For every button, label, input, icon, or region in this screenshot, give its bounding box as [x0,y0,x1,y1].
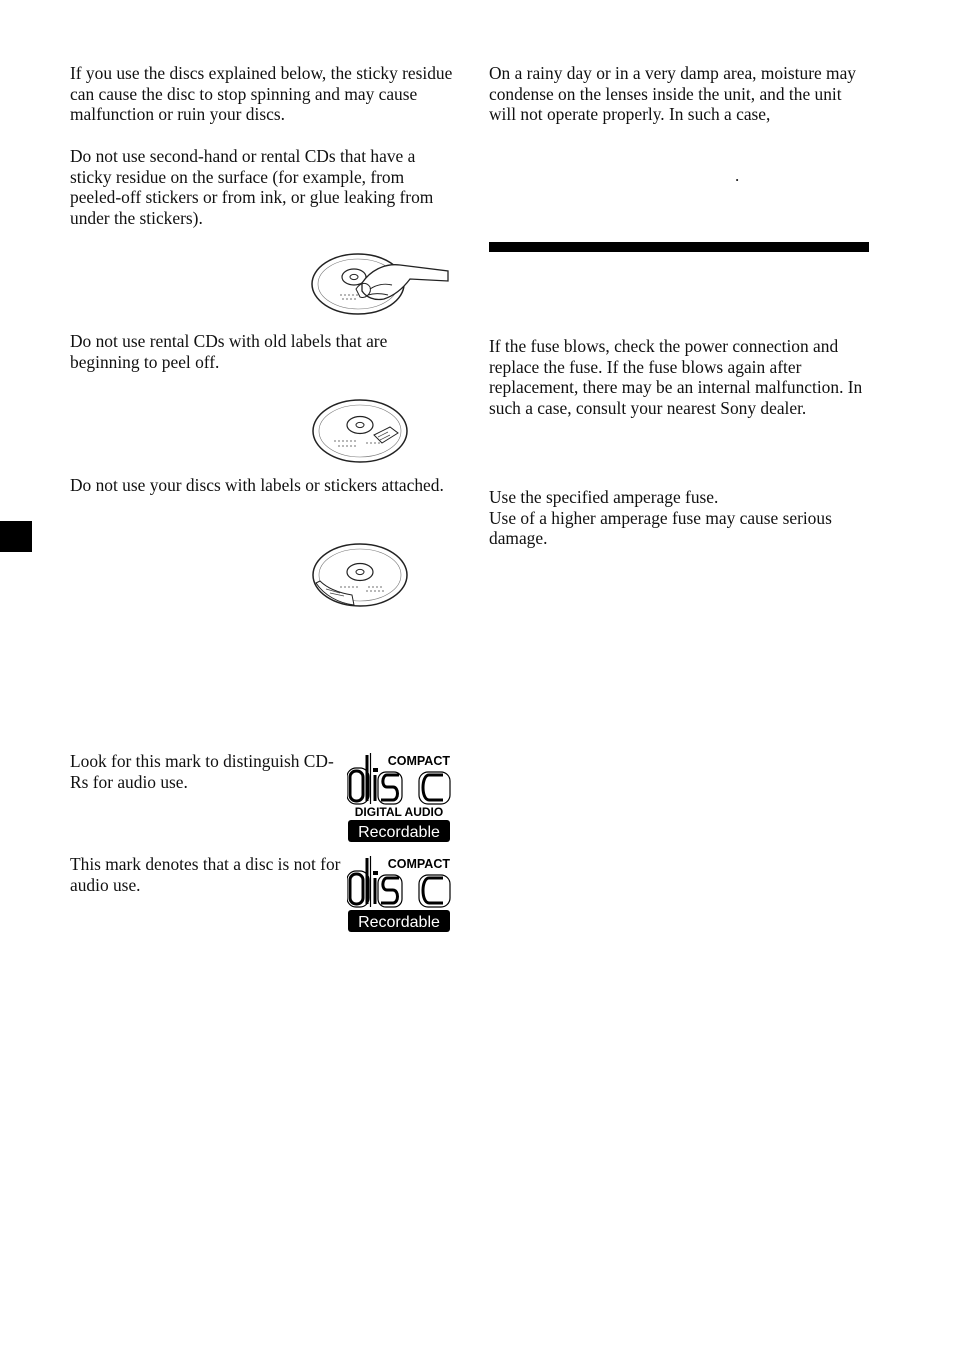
fuse-blow-paragraph: If the fuse blows, check the power connection and replace the fuse. If the fuse blows again after replacement, there may be an internal malfunction. In such a case, consult your nearest Sony dealer. [489,336,863,418]
logo-recordable-text: Recordable [358,824,440,841]
cdr-audio-note: Look for this mark to distinguish CD-Rs for audio use. [70,751,334,792]
stickers-attached-warning: Do not use your discs with labels or stickers attached. [70,475,444,495]
fuse-amperage-paragraph: Use the specified amperage fuse. Use of a higher amperage fuse may cause serious damage. [489,487,832,548]
disc-with-sticker-illustration [310,543,410,609]
logo-digital-audio-text: DIGITAL AUDIO [354,805,444,819]
disc-peeling-label-illustration [310,399,410,465]
logo-compact-text: COMPACT [387,754,450,768]
moisture-paragraph-end: . [735,166,740,185]
cdr-nonaudio-note: This mark denotes that a disc is not for audio use. [70,854,341,895]
moisture-paragraph: On a rainy day or in a very damp area, moisture may condense on the lenses inside the unit, and the unit will not operate properly. In such a case, [489,63,857,124]
old-labels-warning: Do not use rental CDs with old labels that are beginning to peel off. [70,331,388,372]
section-divider [489,242,869,252]
secondhand-cd-warning: Do not use second-hand or rental CDs that have a sticky residue on the surface (for example, from peeled-off stickers or from ink, or glue leaking from under the stickers). [70,146,434,228]
page-edge-tab [0,521,32,552]
intro-paragraph: If you use the discs explained below, the sticky residue can cause the disc to stop spinning and may cause malfunction or ruin your discs. [70,63,453,124]
logo-recordable-text-2: Recordable [358,914,440,931]
logo-compact-text-2: COMPACT [387,857,450,871]
disc-with-residue-illustration [310,253,452,317]
compact-disc-recordable-logo [347,856,452,934]
compact-disc-digital-audio-recordable-logo [347,753,452,844]
